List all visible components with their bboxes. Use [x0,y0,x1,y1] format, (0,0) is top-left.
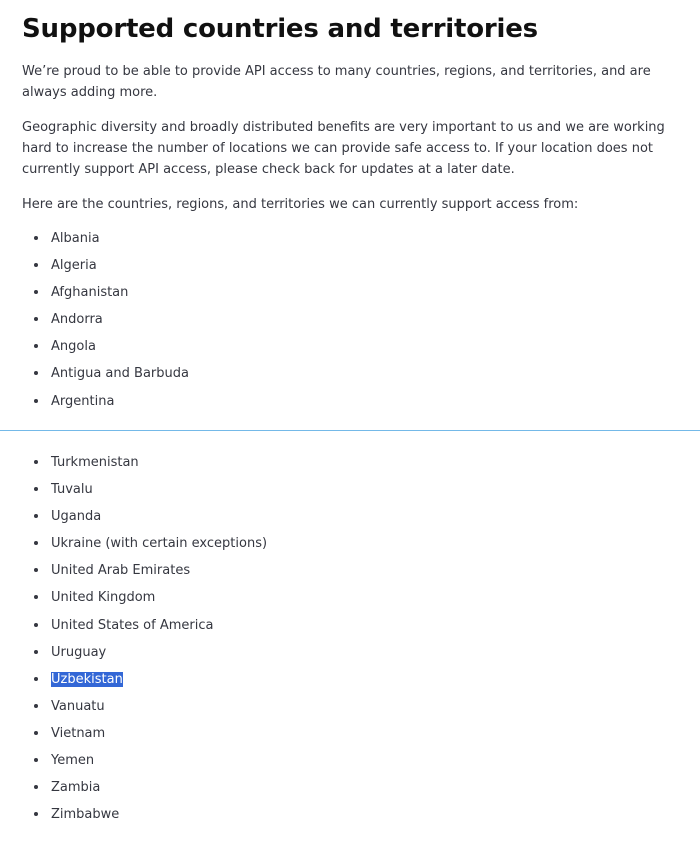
country-name: Uganda [51,509,102,525]
country-list-bottom [22,452,267,831]
country-name: Uruguay [51,644,107,660]
list-item [22,282,189,309]
country-name: Vanuatu [51,698,105,714]
list-item [22,391,189,418]
list-item [22,804,267,831]
country-name: United Arab Emirates [51,563,191,579]
list-item [22,723,267,750]
list-item [22,255,189,282]
list-intro-paragraph: Here are the countries, regions, and territories we can currently support access from: [22,197,579,212]
country-name: Algeria [51,258,97,274]
list-item [22,336,189,363]
country-name: Andorra [51,312,103,328]
list-item [22,750,267,777]
list-item [22,309,189,336]
list-item [22,479,267,506]
country-name: Argentina [51,393,115,409]
country-name: Angola [51,339,96,355]
country-name: Albania [51,231,100,246]
country-list-top [22,228,189,418]
country-name: Tuvalu [51,482,93,498]
list-item [22,452,267,479]
list-item [22,228,189,255]
country-name: United States of America [51,617,214,633]
list-item [22,777,267,804]
country-name: Ukraine (with certain exceptions) [51,536,268,552]
country-name: Antigua and Barbuda [51,366,189,382]
selected-country-text[interactable]: Uzbekistan [51,671,123,687]
country-name: Afghanistan [51,285,129,301]
list-item-selected [22,669,267,696]
country-name: Turkmenistan [51,455,139,470]
diversity-paragraph: Geographic diversity and broadly distributed benefits are very important to us and we are working hard to increase the number of locations we can provide safe access to. If your location does not currently support API access, please check back for updates at a later date. [22,120,665,177]
list-item [22,533,267,560]
intro-paragraph: We’re proud to be able to provide API access to many countries, regions, and territories, and are always adding more. [22,64,651,100]
list-item [22,560,267,587]
list-item [22,587,267,614]
list-item [22,615,267,642]
list-item [22,506,267,533]
list-item [22,363,189,390]
country-name: Vietnam [51,725,106,741]
page-title: Supported countries and territories [22,14,538,44]
country-name: Zimbabwe [51,807,120,823]
country-name: Yemen [51,753,95,769]
country-name: United Kingdom [51,590,156,606]
country-name: Zambia [51,780,101,796]
list-item [22,642,267,669]
list-item [22,696,267,723]
section-divider [0,430,700,431]
